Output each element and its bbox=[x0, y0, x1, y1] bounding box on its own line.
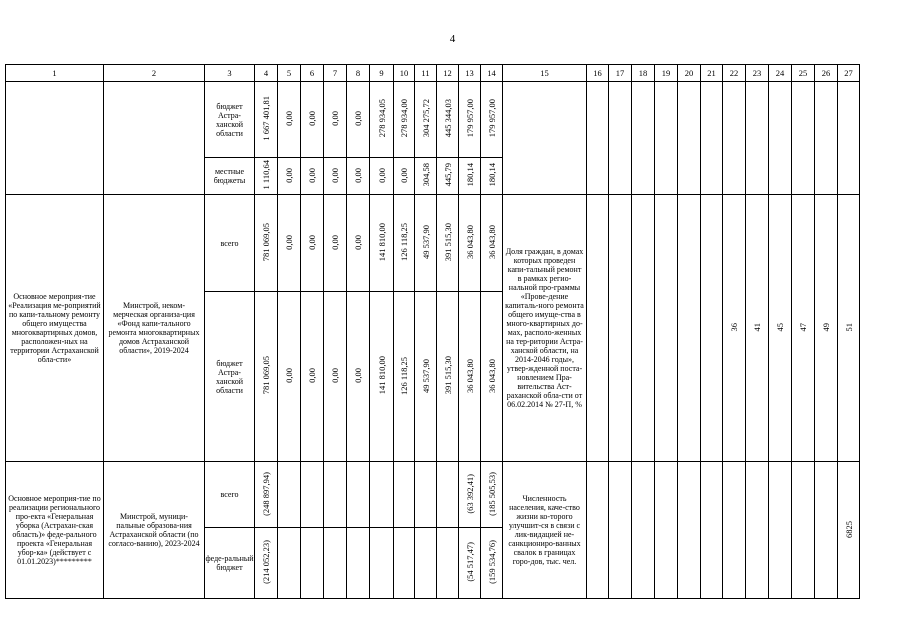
header-col-13: 13 bbox=[459, 65, 481, 82]
block2-target-col-23 bbox=[746, 195, 769, 462]
block1-target-empty bbox=[746, 82, 769, 195]
block1-local-value: 0,00 bbox=[330, 167, 340, 183]
block2-total-value: 0,00 bbox=[307, 234, 317, 250]
block3-total-col-14 bbox=[481, 462, 503, 528]
block3-total-col-12 bbox=[437, 462, 459, 528]
block2-budget-col-9 bbox=[370, 292, 394, 462]
block1-target-empty bbox=[609, 82, 632, 195]
block2-total-value: 391 515,30 bbox=[442, 222, 453, 262]
block1-budget-value: 0,00 bbox=[330, 111, 340, 126]
block1-indicator-cell bbox=[503, 82, 587, 195]
header-col-14: 14 bbox=[481, 65, 503, 82]
block2-budget-label: бюджет Астра-ханской области bbox=[205, 292, 255, 462]
block1-local-col-11 bbox=[415, 158, 437, 195]
block1-local-col-9 bbox=[370, 158, 394, 195]
block2-budget-col-5 bbox=[278, 292, 301, 462]
block2-total-col-8 bbox=[347, 195, 370, 292]
block3-executor-cell: Минстрой, муници-пальные образова-ния Астраханской области (по согласо-ванию), 2023-2024 bbox=[104, 462, 205, 599]
block2-budget-value: 126 118,25 bbox=[399, 356, 409, 395]
block2-budget-col-11 bbox=[415, 292, 437, 462]
block3-target-col-21 bbox=[701, 462, 723, 599]
block2-total-value: 0,00 bbox=[284, 234, 294, 250]
block2-budget-value: 0,00 bbox=[284, 368, 294, 383]
block3-target-col-17 bbox=[609, 462, 632, 599]
block2-target-col-18 bbox=[632, 195, 655, 462]
header-col-22: 22 bbox=[723, 65, 746, 82]
block3-federal-col-10 bbox=[394, 528, 415, 599]
block2-budget-value: 0,00 bbox=[353, 368, 363, 383]
header-col-25: 25 bbox=[792, 65, 815, 82]
block2-target-value: 49 bbox=[821, 322, 831, 332]
block1-budget-col-8 bbox=[347, 82, 370, 158]
block3-target-col-24 bbox=[769, 462, 792, 599]
block2-event-cell: Основное мероприя-тие «Реализация ме-роприятий по капи-тальному ремонту общего имущества многоквартирных домов, расположен-ных на территории Астраханской обла-сти» bbox=[6, 195, 104, 462]
block3-total-col-6 bbox=[301, 462, 324, 528]
header-col-26: 26 bbox=[815, 65, 838, 82]
block2-total-value: 126 118,25 bbox=[399, 223, 409, 261]
header-col-24: 24 bbox=[769, 65, 792, 82]
header-col-4: 4 bbox=[255, 65, 278, 82]
block1-local-value: 445,79 bbox=[442, 163, 453, 187]
block2-total-col-12 bbox=[437, 195, 459, 292]
block3-event-cell: Основное мероприя-тие по реализации регионального про-екта «Генеральная уборка (Астрахан-ская область)» феде-рального проекта «Генеральная убор-ка» (действует с 01.01.2023)********* bbox=[6, 462, 104, 599]
block2-total-col-5 bbox=[278, 195, 301, 292]
block2-total-value: 49 537,90 bbox=[420, 225, 431, 259]
header-col-21: 21 bbox=[701, 65, 723, 82]
block2-total-value: 0,00 bbox=[353, 234, 363, 250]
block2-total-col-14 bbox=[481, 195, 503, 292]
block1-local-value: 304,58 bbox=[420, 163, 431, 187]
block3-target-col-23 bbox=[746, 462, 769, 599]
block1-event-cell bbox=[6, 82, 104, 195]
block1-local-col-10 bbox=[394, 158, 415, 195]
block1-target-empty bbox=[655, 82, 678, 195]
header-col-3: 3 bbox=[205, 65, 255, 82]
block1-target-empty bbox=[769, 82, 792, 195]
block2-total-value: 781 069,05 bbox=[261, 222, 271, 262]
block2-budget-value: 391 515,30 bbox=[442, 356, 453, 395]
block1-local-value: 0,00 bbox=[376, 167, 387, 183]
block1-local-value: 180,14 bbox=[464, 163, 475, 187]
block2-target-col-19 bbox=[655, 195, 678, 462]
block3-total-col-13 bbox=[459, 462, 481, 528]
block3-federal-col-12 bbox=[437, 528, 459, 599]
block3-federal-col-6 bbox=[301, 528, 324, 599]
header-col-27: 27 bbox=[838, 65, 860, 82]
block1-target-empty bbox=[838, 82, 860, 195]
block3-total-col-8 bbox=[347, 462, 370, 528]
block3-federal-col-4 bbox=[255, 528, 278, 599]
block3-total-label: всего bbox=[205, 462, 255, 528]
block3-federal-value: (54 517,47) bbox=[464, 542, 475, 582]
header-col-6: 6 bbox=[301, 65, 324, 82]
block2-budget-col-14 bbox=[481, 292, 503, 462]
block1-target-empty bbox=[723, 82, 746, 195]
block1-local-col-13 bbox=[459, 158, 481, 195]
block1-local-value: 180,14 bbox=[486, 163, 497, 187]
block1-budget-value: 179 957,00 bbox=[464, 99, 475, 138]
block1-budget-value: 278 934,05 bbox=[376, 99, 387, 138]
block3-federal-col-5 bbox=[278, 528, 301, 599]
block1-target-empty bbox=[701, 82, 723, 195]
page-number: 4 bbox=[449, 33, 456, 45]
block2-budget-value: 49 537,90 bbox=[420, 358, 431, 393]
block3-total-col-11 bbox=[415, 462, 437, 528]
block2-total-col-13 bbox=[459, 195, 481, 292]
block2-total-value: 36 043,80 bbox=[464, 225, 475, 259]
block3-federal-value: (159 534,76) bbox=[486, 540, 497, 584]
block2-budget-value: 0,00 bbox=[330, 368, 340, 383]
block3-target-col-18 bbox=[632, 462, 655, 599]
block2-total-value: 141 810,00 bbox=[376, 222, 387, 262]
block2-target-col-17 bbox=[609, 195, 632, 462]
table-body bbox=[6, 65, 860, 599]
block2-total-label: всего bbox=[205, 195, 255, 292]
block3-target-col-27 bbox=[838, 462, 860, 599]
block1-local-col-7 bbox=[324, 158, 347, 195]
block2-total-col-4 bbox=[255, 195, 278, 292]
block1-row-budget bbox=[6, 82, 860, 158]
header-col-15: 15 bbox=[503, 65, 587, 82]
block3-target-col-20 bbox=[678, 462, 701, 599]
block2-budget-col-12 bbox=[437, 292, 459, 462]
block2-target-col-16 bbox=[587, 195, 609, 462]
block2-budget-value: 36 043,80 bbox=[486, 358, 497, 393]
block2-target-value: 36 bbox=[729, 322, 739, 332]
block1-target-empty bbox=[678, 82, 701, 195]
block1-budget-value: 1 667 401,81 bbox=[261, 96, 271, 141]
block3-total-value: (248 897,94) bbox=[261, 471, 271, 516]
block2-target-value: 47 bbox=[798, 322, 808, 332]
block1-local-col-5 bbox=[278, 158, 301, 195]
block2-target-value: 51 bbox=[843, 322, 854, 332]
block3-federal-col-13 bbox=[459, 528, 481, 599]
block1-local-value: 0,00 bbox=[399, 167, 409, 183]
block2-total-col-11 bbox=[415, 195, 437, 292]
header-col-1: 1 bbox=[6, 65, 104, 82]
block1-budget-col-13 bbox=[459, 82, 481, 158]
block1-budget-label: бюджет Астра-ханской области bbox=[205, 82, 255, 158]
block3-target-col-26 bbox=[815, 462, 838, 599]
block2-budget-col-10 bbox=[394, 292, 415, 462]
block1-budget-col-14 bbox=[481, 82, 503, 158]
block1-target-empty bbox=[792, 82, 815, 195]
block3-target-value: 6825 bbox=[843, 520, 854, 538]
block3-total-col-7 bbox=[324, 462, 347, 528]
block1-budget-value: 445 344,03 bbox=[442, 99, 453, 138]
block3-total-value: (63 392,41) bbox=[464, 473, 475, 514]
header-col-8: 8 bbox=[347, 65, 370, 82]
block1-local-col-4 bbox=[255, 158, 278, 195]
header-col-11: 11 bbox=[415, 65, 437, 82]
header-col-23: 23 bbox=[746, 65, 769, 82]
block3-total-col-4 bbox=[255, 462, 278, 528]
block2-target-col-21 bbox=[701, 195, 723, 462]
block1-local-value: 1 110,64 bbox=[261, 160, 271, 190]
header-col-12: 12 bbox=[437, 65, 459, 82]
block1-local-value: 0,00 bbox=[353, 167, 363, 183]
block2-budget-col-6 bbox=[301, 292, 324, 462]
header-row bbox=[6, 65, 860, 82]
block1-budget-value: 278 934,00 bbox=[399, 99, 409, 138]
block1-local-col-6 bbox=[301, 158, 324, 195]
block3-total-value: (185 505,53) bbox=[486, 471, 497, 516]
block1-local-col-8 bbox=[347, 158, 370, 195]
block2-target-col-22 bbox=[723, 195, 746, 462]
block2-target-value: 45 bbox=[775, 322, 785, 332]
block2-budget-col-13 bbox=[459, 292, 481, 462]
block2-target-col-26 bbox=[815, 195, 838, 462]
block2-total-value: 36 043,80 bbox=[486, 225, 497, 259]
block2-target-col-25 bbox=[792, 195, 815, 462]
block2-target-col-20 bbox=[678, 195, 701, 462]
block2-budget-value: 0,00 bbox=[307, 368, 317, 383]
block2-budget-value: 141 810,00 bbox=[376, 356, 387, 395]
block2-total-col-9 bbox=[370, 195, 394, 292]
block2-budget-col-8 bbox=[347, 292, 370, 462]
block1-budget-col-7 bbox=[324, 82, 347, 158]
block1-budget-col-12 bbox=[437, 82, 459, 158]
block1-budget-col-9 bbox=[370, 82, 394, 158]
header-col-18: 18 bbox=[632, 65, 655, 82]
block1-budget-value: 179 957,00 bbox=[486, 99, 497, 138]
block3-federal-value: (214 052,23) bbox=[261, 540, 271, 584]
block2-target-col-24 bbox=[769, 195, 792, 462]
block2-row-total bbox=[6, 195, 860, 292]
header-col-17: 17 bbox=[609, 65, 632, 82]
block1-budget-col-4 bbox=[255, 82, 278, 158]
header-col-2: 2 bbox=[104, 65, 205, 82]
block1-local-label: местные бюджеты bbox=[205, 158, 255, 195]
block2-budget-value: 36 043,80 bbox=[464, 358, 475, 393]
header-col-19: 19 bbox=[655, 65, 678, 82]
block2-target-value: 41 bbox=[752, 322, 762, 332]
block3-target-col-22 bbox=[723, 462, 746, 599]
header-col-20: 20 bbox=[678, 65, 701, 82]
block1-budget-col-6 bbox=[301, 82, 324, 158]
header-col-7: 7 bbox=[324, 65, 347, 82]
block1-target-empty bbox=[587, 82, 609, 195]
block2-budget-col-4 bbox=[255, 292, 278, 462]
block2-budget-col-7 bbox=[324, 292, 347, 462]
block3-federal-col-14 bbox=[481, 528, 503, 599]
header-col-9: 9 bbox=[370, 65, 394, 82]
block1-budget-col-5 bbox=[278, 82, 301, 158]
block2-total-col-6 bbox=[301, 195, 324, 292]
header-col-16: 16 bbox=[587, 65, 609, 82]
block3-federal-label: феде-ральный бюджет bbox=[205, 528, 255, 599]
block1-executor-cell bbox=[104, 82, 205, 195]
block1-local-value: 0,00 bbox=[284, 167, 294, 183]
program-table bbox=[5, 64, 860, 599]
block1-local-col-14 bbox=[481, 158, 503, 195]
block1-target-empty bbox=[815, 82, 838, 195]
block2-executor-cell: Минстрой, неком-мерческая организа-ция «Фонд капи-тального ремонта многоквартирных домов Астраханской области», 2019-2024 bbox=[104, 195, 205, 462]
block3-target-col-25 bbox=[792, 462, 815, 599]
block3-row-total bbox=[6, 462, 860, 528]
block3-target-col-19 bbox=[655, 462, 678, 599]
header-col-10: 10 bbox=[394, 65, 415, 82]
block1-budget-value: 304 275,72 bbox=[420, 99, 431, 138]
block1-local-col-12 bbox=[437, 158, 459, 195]
block3-federal-col-11 bbox=[415, 528, 437, 599]
block3-total-col-9 bbox=[370, 462, 394, 528]
header-col-5: 5 bbox=[278, 65, 301, 82]
block1-budget-col-11 bbox=[415, 82, 437, 158]
block2-target-col-27 bbox=[838, 195, 860, 462]
block2-total-value: 0,00 bbox=[330, 234, 340, 250]
block3-indicator-cell: Численность населения, каче-ство жизни ко-торого улучшит-ся в связи с лик-видацией не-санкциониро-ванных свалок в границах горо-дов, тыс. чел. bbox=[503, 462, 587, 599]
block3-federal-col-8 bbox=[347, 528, 370, 599]
block3-total-col-5 bbox=[278, 462, 301, 528]
block3-target-col-16 bbox=[587, 462, 609, 599]
block3-federal-col-9 bbox=[370, 528, 394, 599]
block1-budget-value: 0,00 bbox=[353, 111, 363, 126]
block2-budget-value: 781 069,05 bbox=[261, 356, 271, 395]
block2-total-col-7 bbox=[324, 195, 347, 292]
block2-indicator-cell: Доля граждан, в домах которых проведен капи-тальный ремонт в рамках регио-нальной про-граммы «Прове-дение капиталь-ного ремонта общего имуще-ства в много-квартирных до-мах, располо-женных на тер-ритории Астра-ханской области, на 2014-2046 годы», утвер-жденной поста-новлением Пра-вительства Аст-раханской обла-сти от 06.02.2014 № 27-П, % bbox=[503, 195, 587, 462]
block3-federal-col-7 bbox=[324, 528, 347, 599]
block1-budget-col-10 bbox=[394, 82, 415, 158]
block2-total-col-10 bbox=[394, 195, 415, 292]
block1-local-value: 0,00 bbox=[307, 167, 317, 183]
block3-total-col-10 bbox=[394, 462, 415, 528]
block1-budget-value: 0,00 bbox=[284, 111, 294, 126]
block1-budget-value: 0,00 bbox=[307, 111, 317, 126]
block1-target-empty bbox=[632, 82, 655, 195]
